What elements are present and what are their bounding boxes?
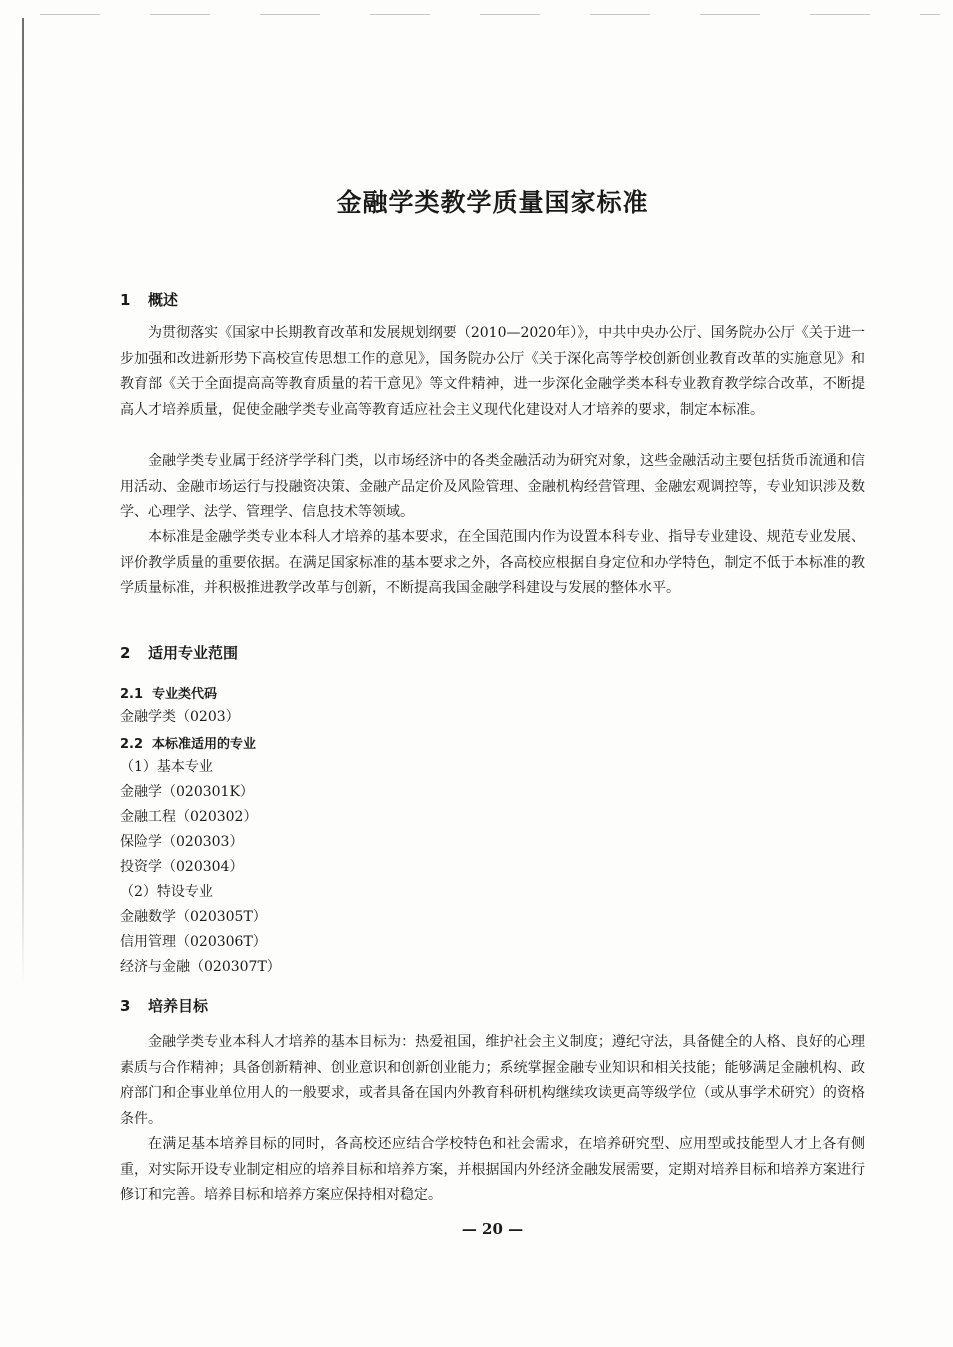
section-1-paragraph-1: 为贯彻落实《国家中长期教育改革和发展规划纲要（2010—2020年）》，中共中央办公厅、国务院办公厅《关于进一步加强和改进新形势下高校宣传思想工作的意见》，国务院办公厅《关于深化高等学校创新创业教育改革的实施意见》和教育部《关于全面提高高等教育质量的若干意见》等文件精神，进一步深化金融学类本科专业教育教学综合改革，不断提高人才培养质量，促使金融学类专业高等教育适应社会主义现代化建设对人才培养的要求，制定本标准。 <box>120 325 865 418</box>
list-item-major: 金融学（020301K） <box>120 784 254 800</box>
section-1-paragraph-3: 本标准是金融学类专业本科人才培养的基本要求，在全国范围内作为设置本科专业、指导专业建设、规范专业发展、评价教学质量的重要依据。在满足国家标准的基本要求之外，各高校应根据自身定位和办学特色，制定不低于本标准的教学质量标准，并积极推进教学改革与创新，不断提高我国金融学科建设与发展的整体水平。 <box>120 529 865 596</box>
section-1-paragraph-2: 金融学类专业属于经济学学科门类，以市场经济中的各类金融活动为研究对象，这些金融活动主要包括货币流通和信用活动、金融市场运行与投融资决策、金融产品定价及风险管理、金融机构经营管理、金融宏观调控等，专业知识涉及数学、心理学、法学、管理学、信息技术等领域。 <box>120 453 865 520</box>
subsection-title: 专业类代码 <box>152 687 218 702</box>
section-number: 3 <box>120 997 131 1015</box>
list-item-major: 投资学（020304） <box>120 859 244 875</box>
list-item-major: 保险学（020303） <box>120 834 244 850</box>
subsection-number: 2.2 <box>120 737 144 752</box>
major-class-code: 金融学类（0203） <box>120 709 240 725</box>
basic-majors-label: （1）基本专业 <box>120 759 213 775</box>
scan-border-left <box>22 18 24 988</box>
special-majors-label: （2）特设专业 <box>120 884 213 900</box>
list-item-major: 信用管理（020306T） <box>120 934 267 950</box>
section-1-heading <box>120 289 178 310</box>
section-3-heading <box>120 995 208 1016</box>
subsection-2-1-heading <box>120 683 217 702</box>
subsection-2-2-heading <box>120 733 256 752</box>
document-title: 金融学类教学质量国家标准 <box>336 188 649 217</box>
section-number: 1 <box>120 291 131 309</box>
section-3-paragraph-2: 在满足基本培养目标的同时，各高校还应结合学校特色和社会需求，在培养研究型、应用型或技能型人才上各有侧重，对实际开设专业制定相应的培养目标和培养方案，并根据国内外经济金融发展需要，定期对培养目标和培养方案进行修订和完善。培养目标和培养方案应保持相对稳定。 <box>120 1136 865 1203</box>
page-number: — 20 — <box>461 1220 524 1238</box>
scan-border-top <box>40 14 940 15</box>
list-item-major: 金融数学（020305T） <box>120 909 267 925</box>
section-2-heading <box>120 642 238 663</box>
section-title: 适用专业范围 <box>148 644 239 662</box>
section-number: 2 <box>120 644 131 662</box>
subsection-number: 2.1 <box>120 687 144 702</box>
list-item-major: 金融工程（020302） <box>120 809 258 825</box>
section-title: 培养目标 <box>148 997 209 1015</box>
section-title: 概述 <box>148 291 179 309</box>
list-item-major: 经济与金融（020307T） <box>120 959 281 975</box>
section-3-paragraph-1: 金融学类专业本科人才培养的基本目标为：热爱祖国，维护社会主义制度；遵纪守法，具备健全的人格、良好的心理素质与合作精神；具备创新精神、创业意识和创新创业能力；系统掌握金融专业知识和相关技能；能够满足金融机构、政府部门和企事业单位用人的一般要求，或者具备在国内外教育科研机构继续攻读更高等级学位（或从事学术研究）的资格条件。 <box>120 1034 865 1127</box>
subsection-title: 本标准适用的专业 <box>152 737 257 752</box>
